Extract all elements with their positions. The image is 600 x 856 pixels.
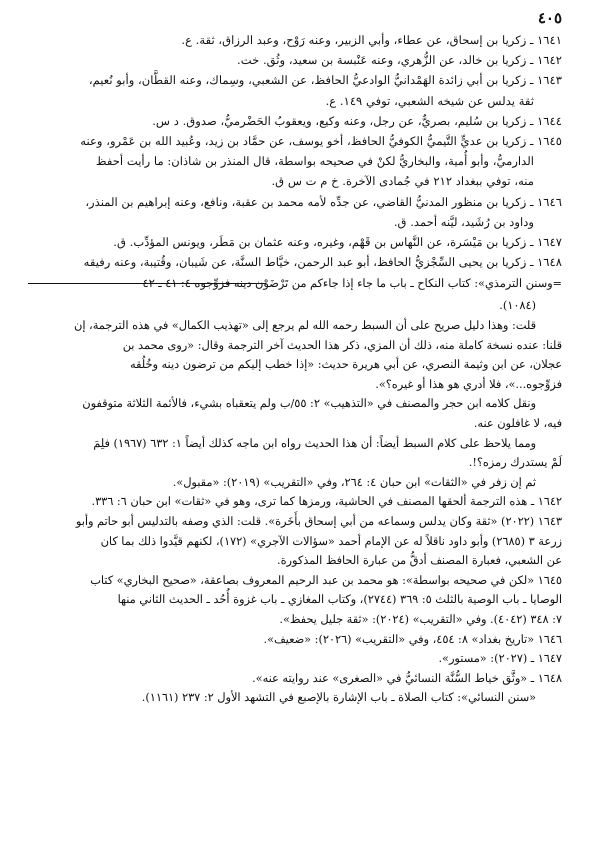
entry-line: ١٦٤٦ ـ زكريا بن منظور المدنيُّ القاضي، عن جدِّه لأمه محمد بن عقبة، ونافع، وعنه إبراهيم بن المنذر، [85,194,562,209]
footnote-line: ٧: ٣٤٨ (٤٠٤٢). وفي «التقريب» (٢٠٢٤): «ثقة جليل يحفظ». [279,612,562,626]
footnote-line: لَمْ يستدرك رمزه؟!. [468,456,562,470]
entry-line: وداود بن رُشَيد، ليَّنه أحمد. ق. [393,214,534,229]
entry-line: ١٦٤٨ ـ زكريا بن يحيى السِّجْزيُّ الحافظ، أبو عبد الرحمن، خيَّاط السنَّة، عن شَيبان، وقُتيبة، وعنه رفيقه [83,255,562,270]
entry-1643-cont [28,91,562,111]
footnote-line: ونقل كلامه ابن حجر والمصنف في «التذهيب» ٢: ٥٥/ب ولم يتعقباه بشيء، فالأئمة الثلاثة متوقفون [82,397,536,411]
entry-1641 [28,30,562,50]
footnote-divider [28,283,266,284]
entry-1648 [28,252,562,272]
entry-line: ثقة يدلس عن شيخه الشعبي، توفي ١٤٩. ع. [325,93,534,108]
entry-line: ١٦٤٤ ـ زكريا بن سُليم، بصريٌّ، عن رجل، وعنه وكيع، ويعقوبُ الحَضْرميُّ، صدوق. د س. [152,113,562,128]
footnote-1646: ١٦٤٦ «تاريخ بغداد» ٨: ٤٥٤، وفي «التقريب» (٢٠٢٦): «ضعيف». [263,632,562,646]
entry-1646-cont [28,212,562,232]
entry-line: ١٦٤٧ ـ زكريا بن مَيْسَرة، عن النَّهاس بن قَهْم، وغيره، وعنه عثمان بن مَطَر، ويونس المؤدِّب. ق. [113,235,562,250]
footnote-line: ومما يلاحظ على كلام السبط أيضاً: أن هذا الحديث رواه ابن ماجه كذلك أيضاً ١: ٦٣٢ (١٩٦٧) فلِمَ [93,436,536,450]
footnote-line: فزوِّجوه...»، فلا أدري هو هذا أو غيره؟». [375,377,562,391]
entry-line: ١٦٤٣ ـ زكريا بن أبي زائدة الهَمْدانيُّ الوادعيُّ الحافظ، عن الشعبي، وسِماك، وعنه القطَّان، وأبو نُعيم، [88,73,562,88]
entry-1644 [28,111,562,131]
footnote-1643: ١٦٤٣ (٢٠٢٢) «ثقة وكان يدلس وسماعه من أبي إسحاق بأَخَرة». قلت: الذي وصفه بالتدليس أبو حاتم وأبو [75,514,562,528]
footnote-1645: ١٦٤٥ «لكن في صحيحه بواسطة»: هو محمد بن عبد الرحيم المعروف بصاعقة، «صحيح البخاري» كتاب [90,573,562,587]
footnote-1648: ١٦٤٨ ـ «وثَّق خياط السُّنَّة النسائيُّ في «الصغرى» عند روايته عنه». [252,671,562,685]
footnote-1642: ١٦٤٢ ـ هذه الترجمة ألحقها المصنف في الحاشية، ورمزها كما ترى، وهو في «ثقات» ابن حبان ٦: ٣٣٦. [91,495,562,509]
footnotes [28,296,562,707]
entry-line: الدارميُّ، وأبو أُمية، والبخاريُّ لكنْ في صحيحه بواسطة، قال المنذر بن شاذان: ما رأيت أحفظ [95,154,534,169]
entry-1646 [28,192,562,212]
footnote-line: قلنا: عنده نسخة كاملة منه، ذلك أن المزي، ذكر هذا الحديث آخر الترجمة وقال: «روى محمد بن [122,338,562,352]
entry-1647 [28,232,562,252]
entry-line: ١٦٤٥ ـ زكريا بن عديٍّ التَّيميُّ الكوفيُّ الحافظ، أخو يوسف، عن حمَّاد بن زيد، وعُبيد الله بن عَمْرو، وعنه [80,134,562,149]
entry-1645 [28,131,562,151]
footnote-line: عجلان، عن ابن وثيمة النصري، عن أبي هريرة حديث: «إذا خطب إليكم من ترضون دينه وخُلُقه [129,358,562,372]
footnote-line: الوصايا ـ باب الوصية بالثلث ٥: ٣٦٩ (٢٧٤٤)، وكتاب المغازي ـ باب غزوة أُحُد ـ الحديث الثاني منها [117,593,562,607]
footnote-line: «سنن النسائي»: كتاب الصلاة ـ باب الإشارة بالإصبع في التشهد الأول ٢: ٢٣٧ (١١٦١). [141,691,536,705]
footnote-line: ثم إن زفر في «الثقات» ابن حبان ٤: ٢٦٤، وفي «التقريب» (٢٠١٩): «مقبول». [172,475,536,489]
footnote-line: عن الشعبي، فعبارة المصنف أدقُّ من عبارة الحافظ المذكورة. [277,554,562,568]
entry-line: ١٦٤٢ ـ زكريا بن خالد، عن الزُّهري، وعنه عَنْبسة بن سعيد، وثُق. خت. [237,53,562,68]
entry-line: ١٦٤١ ـ زكريا بن إسحاق، عن عطاء، وأبي الزبير، وعنه رَوْح، وعبد الرزاق، ثقة. ع. [181,33,562,47]
entry-line: منه، توفي ببغداد ٢١٢ في جُمادى الآخرة. خ م ت س ق. [271,174,534,189]
entry-1642 [28,50,562,70]
page-number: ٤٠٥ [537,9,562,27]
footnote-line: زرعة ٣ (٢٦٨٥) وأبو داود ناقلاً له عن الإمام أحمد «سؤالات الآجري» (١٧٢)، لكنهم قيَّدوا ذلك بما كان [100,534,562,548]
footnote-line: (١٠٨٤). [499,299,536,313]
footnote-divider-row [28,274,562,296]
footnote-line: فيه، لا غافلون عنه. [473,417,562,430]
footnote-1647: ١٦٤٧ ـ (٢٠٢٧): «مستور». [438,652,562,666]
main-entries [28,30,562,272]
footnote-carryover: =وسنن الترمذي»: كتاب النكاح ـ باب ما جاء إذا جاءكم من تَرْضَوْن دينه فزوِّجوه ٤: ٤١ ـ ٤٢ [142,277,562,291]
footnote-line: قلت: وهذا دليل صريح على أن السبط رحمه الله لم يرجع إلى «تهذيب الكمال» في هذه الترجمة، إن [74,319,536,333]
entry-1643 [28,70,562,90]
entry-1645-cont [28,151,562,171]
entry-1645-cont [28,171,562,191]
